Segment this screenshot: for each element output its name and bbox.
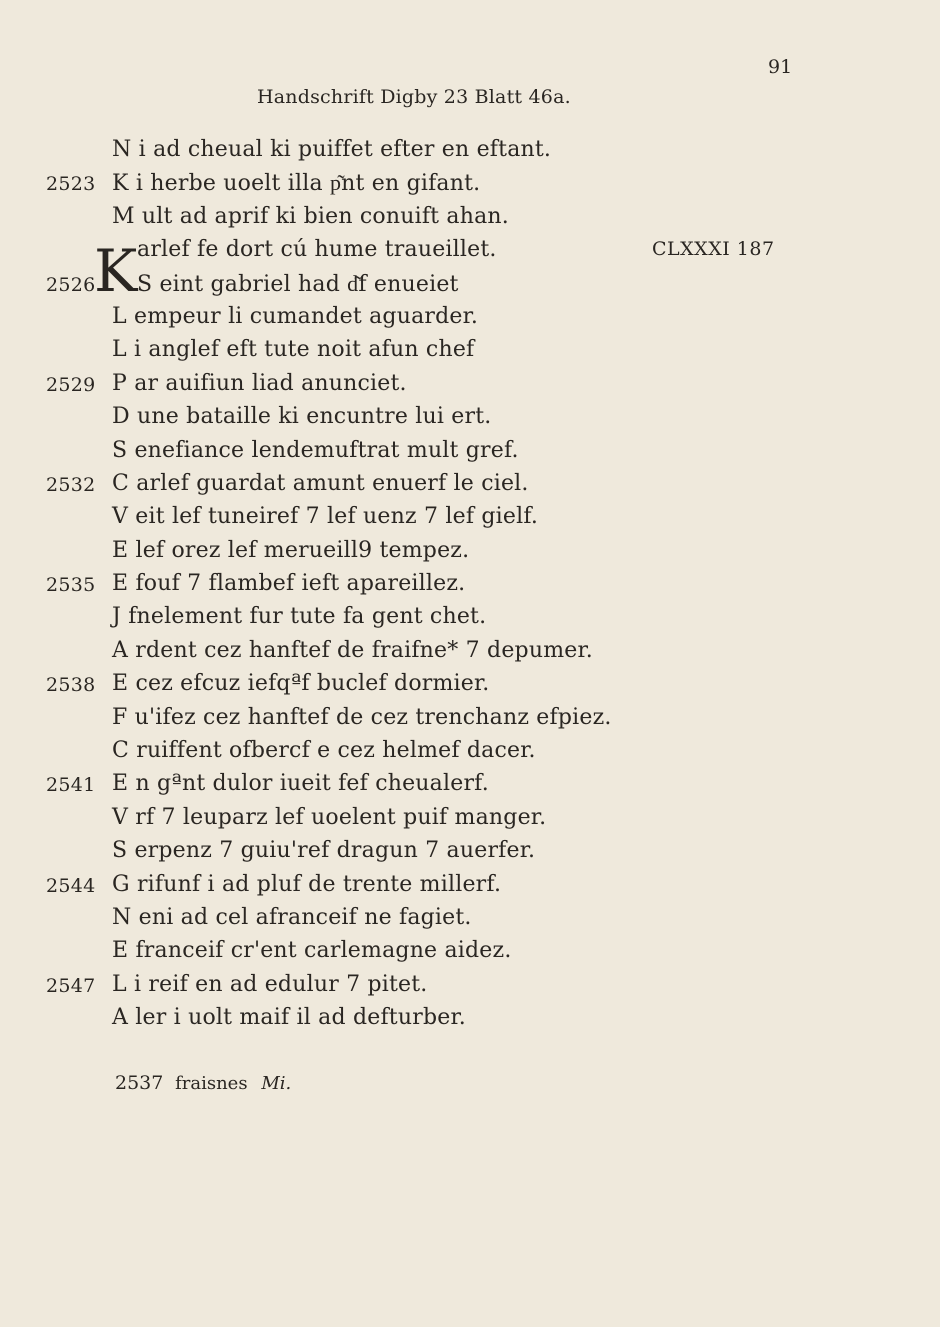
verse-text: K i herbe uoelt illa p͂nt en gifant.	[112, 171, 481, 197]
line-number: 2544	[46, 874, 96, 897]
verse-line	[0, 602, 940, 635]
verse-text: N i ad cheual ki puiffet efter en eftant.	[112, 137, 552, 162]
verse-line	[0, 870, 940, 903]
verse-text: S eint gabriel had d͂f enueiet	[137, 271, 459, 297]
footnote	[115, 1072, 291, 1094]
verse-line	[0, 903, 940, 936]
verse-text: C arlef guardat amunt enuerf le ciel.	[112, 470, 529, 496]
verse-text: P ar auifiun liad anunciet.	[112, 370, 407, 396]
verse-text: M ult ad aprif ki bien conuift ahan.	[112, 203, 509, 229]
verse-line	[0, 402, 940, 435]
verse-line	[0, 936, 940, 969]
verse-line	[0, 1003, 940, 1036]
verse-text: A rdent cez hanftef de fraifne* 7 depumer.	[112, 637, 593, 663]
running-header: Handschrift Digby 23 Blatt 46a.	[257, 86, 571, 108]
verse-text: D une bataille ki encuntre lui ert.	[112, 404, 492, 430]
page-number: 91	[768, 56, 793, 78]
verse-text: S enefiance lendemuftrat mult gref.	[112, 437, 519, 463]
verse-text: V rf 7 leuparz lef uoelent puif manger.	[112, 804, 547, 830]
verse-text: L i reif en ad edulur 7 pitet.	[112, 971, 428, 997]
line-number: 2523	[46, 173, 96, 196]
laisse-marker: CLXXXI 187	[652, 238, 775, 260]
verse-text: V eit lef tuneiref 7 lef uenz 7 lef gielf.	[112, 504, 539, 530]
verse-text: E fouf 7 flambef ieft apareillez.	[112, 571, 466, 597]
line-number: 2538	[46, 674, 96, 697]
verse-text: S erpenz 7 guiu'ref dragun 7 auerfer.	[112, 838, 536, 864]
verse-block	[0, 135, 940, 1037]
footnote-siglum: Mi.	[261, 1073, 292, 1094]
verse-text: L i anglef eft tute noit afun chef	[112, 337, 475, 363]
line-number: 2529	[46, 373, 96, 396]
verse-line	[0, 469, 940, 502]
verse-line	[0, 235, 940, 268]
verse-line	[0, 736, 940, 769]
verse-line	[0, 168, 940, 201]
line-number: 2535	[46, 574, 96, 597]
verse-text: E franceif cr'ent carlemagne aidez.	[112, 938, 512, 964]
verse-line	[0, 769, 940, 802]
verse-text: A ler i uolt maif il ad defturber.	[112, 1005, 466, 1031]
verse-text: N eni ad cel afranceif ne fagiet.	[112, 904, 472, 930]
verse-line	[0, 502, 940, 535]
drop-initial: K	[94, 237, 138, 305]
verse-line	[0, 436, 940, 469]
footnote-reading: fraisnes	[175, 1073, 248, 1094]
verse-line	[0, 569, 940, 602]
line-number: 2541	[46, 774, 96, 797]
verse-line	[0, 803, 940, 836]
verse-text: L empeur li cumandet aguarder.	[112, 303, 479, 329]
verse-text: E cez efcuz iefqªf buclef dormier.	[112, 671, 490, 697]
verse-text: arlef fe dort cú hume traueillet.	[137, 237, 497, 263]
verse-line	[0, 970, 940, 1003]
verse-line	[0, 135, 940, 168]
verse-text: G rifunf i ad pluf de trente millerf.	[112, 871, 502, 897]
verse-text: E n gªnt dulor iueit fef cheualerf.	[112, 771, 489, 797]
verse-line	[0, 636, 940, 669]
line-number: 2526	[46, 273, 96, 296]
verse-text: C ruiffent ofbercf e cez helmef dacer.	[112, 738, 536, 764]
footnote-line-ref: 2537	[115, 1072, 164, 1094]
verse-line	[0, 302, 940, 335]
verse-line	[0, 335, 940, 368]
verse-text: J fnelement fur tute fa gent chet.	[112, 604, 487, 630]
line-number: 2547	[46, 974, 96, 997]
verse-line	[0, 369, 940, 402]
verse-line	[0, 669, 940, 702]
verse-line	[0, 836, 940, 869]
verse-line	[0, 703, 940, 736]
verse-line	[0, 269, 940, 302]
verse-text: E lef orez lef merueill9 tempez.	[112, 537, 470, 563]
verse-text: F u'ifez cez hanftef de cez trenchanz efpiez.	[112, 704, 612, 730]
verse-line	[0, 536, 940, 569]
verse-line	[0, 202, 940, 235]
line-number: 2532	[46, 473, 96, 496]
